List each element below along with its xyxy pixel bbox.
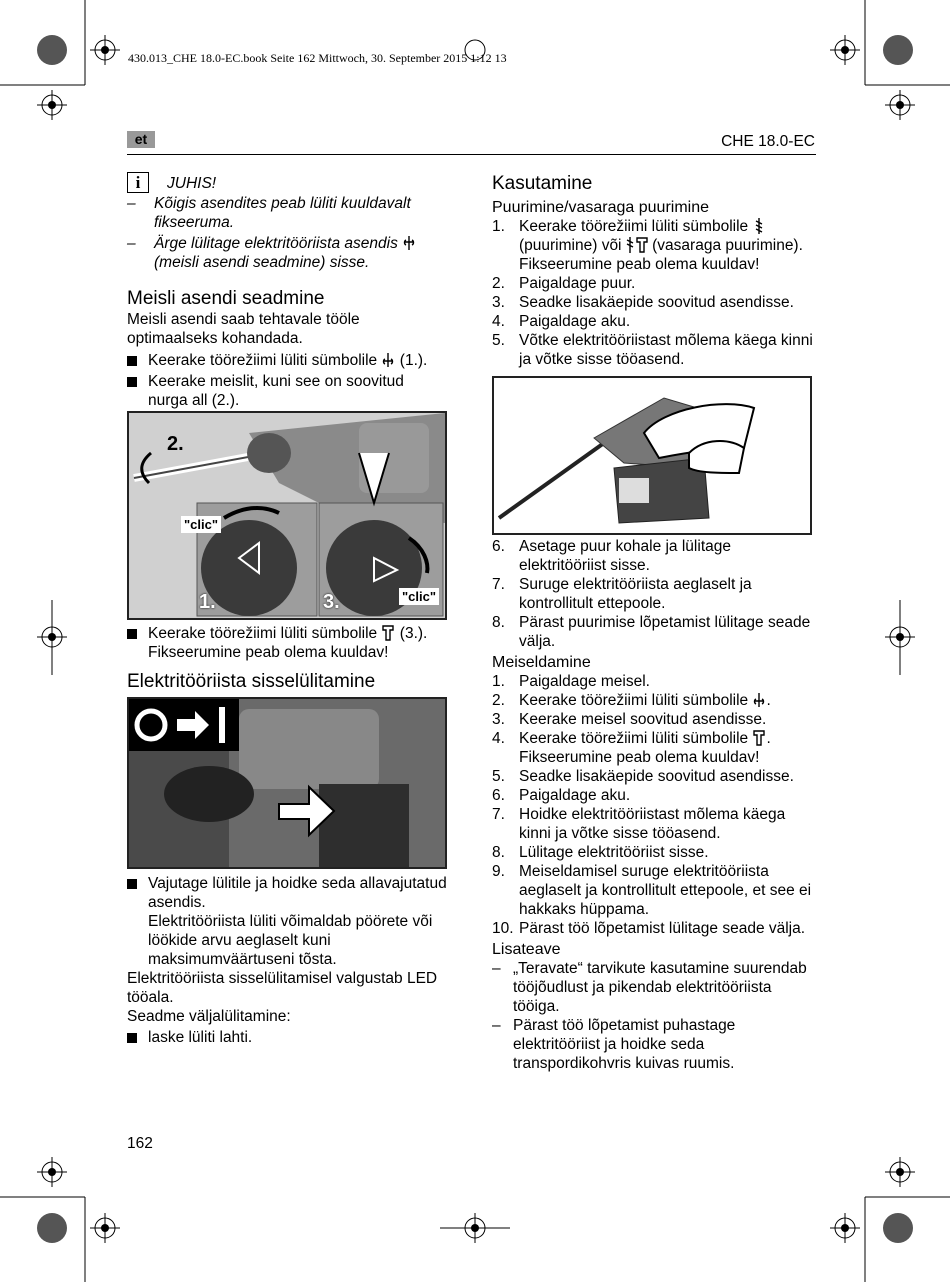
left-column: [127, 172, 447, 410]
click-label: "clic": [399, 588, 439, 605]
numbered-item: 6. Asetage puur kohale ja lülitage elektritööriist sisse.: [492, 538, 731, 574]
step-2-label: 2.: [167, 433, 184, 455]
drill-bit-icon: [752, 218, 766, 234]
click-label: "clic": [181, 516, 221, 533]
hammer-icon: [752, 730, 766, 746]
numbered-item: 6. Paigaldage aku.: [492, 787, 631, 804]
chisel-position-figure: [127, 411, 447, 620]
switch-on-figure: [127, 697, 447, 869]
model-name: CHE 18.0-EC: [721, 133, 815, 150]
numbered-item: 8. Lülitage elektritööriist sisse.: [492, 844, 709, 861]
numbered-item: 10. Pärast töö lõpetamist lülitage seade välja.: [492, 920, 806, 937]
numbered-item: 1. Keerake töörežiimi lüliti sümbolile (puurimine) või (vasaraga puurimine). Fikseerumine peab olema kuuldav!: [492, 218, 803, 273]
left-column-c: [127, 874, 457, 1047]
numbered-item: 9. Meiseldamisel suruge elektritööriista aeglaselt ja kontrollitult ettepoole, et see ei hakkaks hüppama.: [492, 863, 812, 918]
numbered-item: 7. Hoidke elektritööriistast mõlema käega kinni ja võtke sisse tööasend.: [492, 806, 786, 842]
numbered-item: 5. Seadke lisakäepide soovitud asendisse.: [492, 768, 794, 785]
section-title: Kasutamine: [492, 173, 593, 194]
bullet-item: Keerake töörežiimi lüliti sümbolile (1.).: [127, 351, 447, 370]
right-column-b: [492, 537, 817, 1073]
note-item: – Kõigis asendites peab lüliti kuuldavalt fikseeruma.: [127, 195, 411, 231]
chisel-position-icon: [402, 235, 416, 251]
numbered-item: 5. Võtke elektritööriistast mõlema käega kinni ja võtke sisse tööasend.: [492, 332, 813, 368]
print-header: 430.013_CHE 18.0-EC.book Seite 162 Mittwoch, 30. September 2015 1:12 13: [128, 51, 507, 65]
numbered-item: 3. Keerake meisel soovitud asendisse.: [492, 711, 767, 728]
paragraph: Meisli asendi saab tehtavale tööle optimaalseks kohandada.: [127, 311, 360, 347]
note-label: JUHIS!: [167, 175, 217, 192]
paragraph: Seadme väljalülitamine:: [127, 1008, 291, 1025]
step-1-label: 1.: [199, 591, 216, 613]
hammer-icon: [381, 625, 395, 641]
drilling-figure: [492, 376, 812, 535]
chisel-position-icon: [752, 692, 766, 708]
subsection-title: Meiseldamine: [492, 654, 591, 671]
right-column: [492, 173, 817, 369]
numbered-item: 1. Paigaldage meisel.: [492, 673, 650, 690]
numbered-item: 3. Seadke lisakäepide soovitud asendisse.: [492, 294, 794, 311]
numbered-item: 7. Suruge elektritööriista aeglaselt ja kontrollitult ettepoole.: [492, 576, 752, 612]
dash-item: – „Teravate“ tarvikute kasutamine suurendab tööjõudlust ja pikendab elektritööriista tööiga.: [492, 960, 807, 1015]
numbered-item: 2. Paigaldage puur.: [492, 275, 636, 292]
left-column-b: [127, 624, 457, 693]
bullet-item: Keerake töörežiimi lüliti sümbolile (3.). Fikseerumine peab olema kuuldav!: [127, 624, 457, 662]
hammer-drill-icon: [626, 237, 648, 253]
note-header: [127, 172, 447, 192]
dash-item: – Pärast töö lõpetamist puhastage elektritööriist ja hoidke seda transpordikohvris kuivas ruumis.: [492, 1017, 736, 1072]
bullet-item: Vajutage lülitile ja hoidke seda allavajutatud asendis. Elektritööriista lüliti võimaldab pöörete või löökide arvu aeglaselt kuni maksimumväärtuseni tõsta.: [127, 874, 457, 969]
section-title: Meisli asendi seadmine: [127, 288, 325, 309]
section-title: Elektritööriista sisselülitamine: [127, 671, 376, 692]
header-rule: [127, 154, 816, 155]
language-tab: et: [127, 131, 155, 148]
numbered-item: 4. Keerake töörežiimi lüliti sümbolile . Fikseerumine peab olema kuuldav!: [492, 730, 771, 766]
numbered-item: 2. Keerake töörežiimi lüliti sümbolile .: [492, 692, 771, 709]
note-item: – Ärge lülitage elektritööriista asendis (meisli asendi seadmine) sisse.: [127, 234, 447, 272]
bullet-item: laske lüliti lahti.: [127, 1028, 457, 1047]
paragraph: Elektritööriista sisselülitamisel valgustab LED tööala.: [127, 970, 438, 1006]
numbered-item: 8. Pärast puurimise lõpetamist lülitage seade välja.: [492, 614, 811, 650]
hands-drill-illustration: [494, 378, 810, 533]
step-3-label: 3.: [323, 591, 340, 613]
bullet-item: Keerake meislit, kuni see on soovitud nurga all (2.).: [127, 372, 447, 410]
info-icon: i: [127, 172, 149, 193]
subsection-title: Lisateave: [492, 941, 561, 958]
subsection-title: Puurimine/vasaraga puurimine: [492, 199, 709, 216]
numbered-item: 4. Paigaldage aku.: [492, 313, 631, 330]
chisel-position-icon: [381, 352, 395, 368]
page-number: 162: [127, 1135, 153, 1152]
trigger-illustration: [129, 699, 445, 867]
